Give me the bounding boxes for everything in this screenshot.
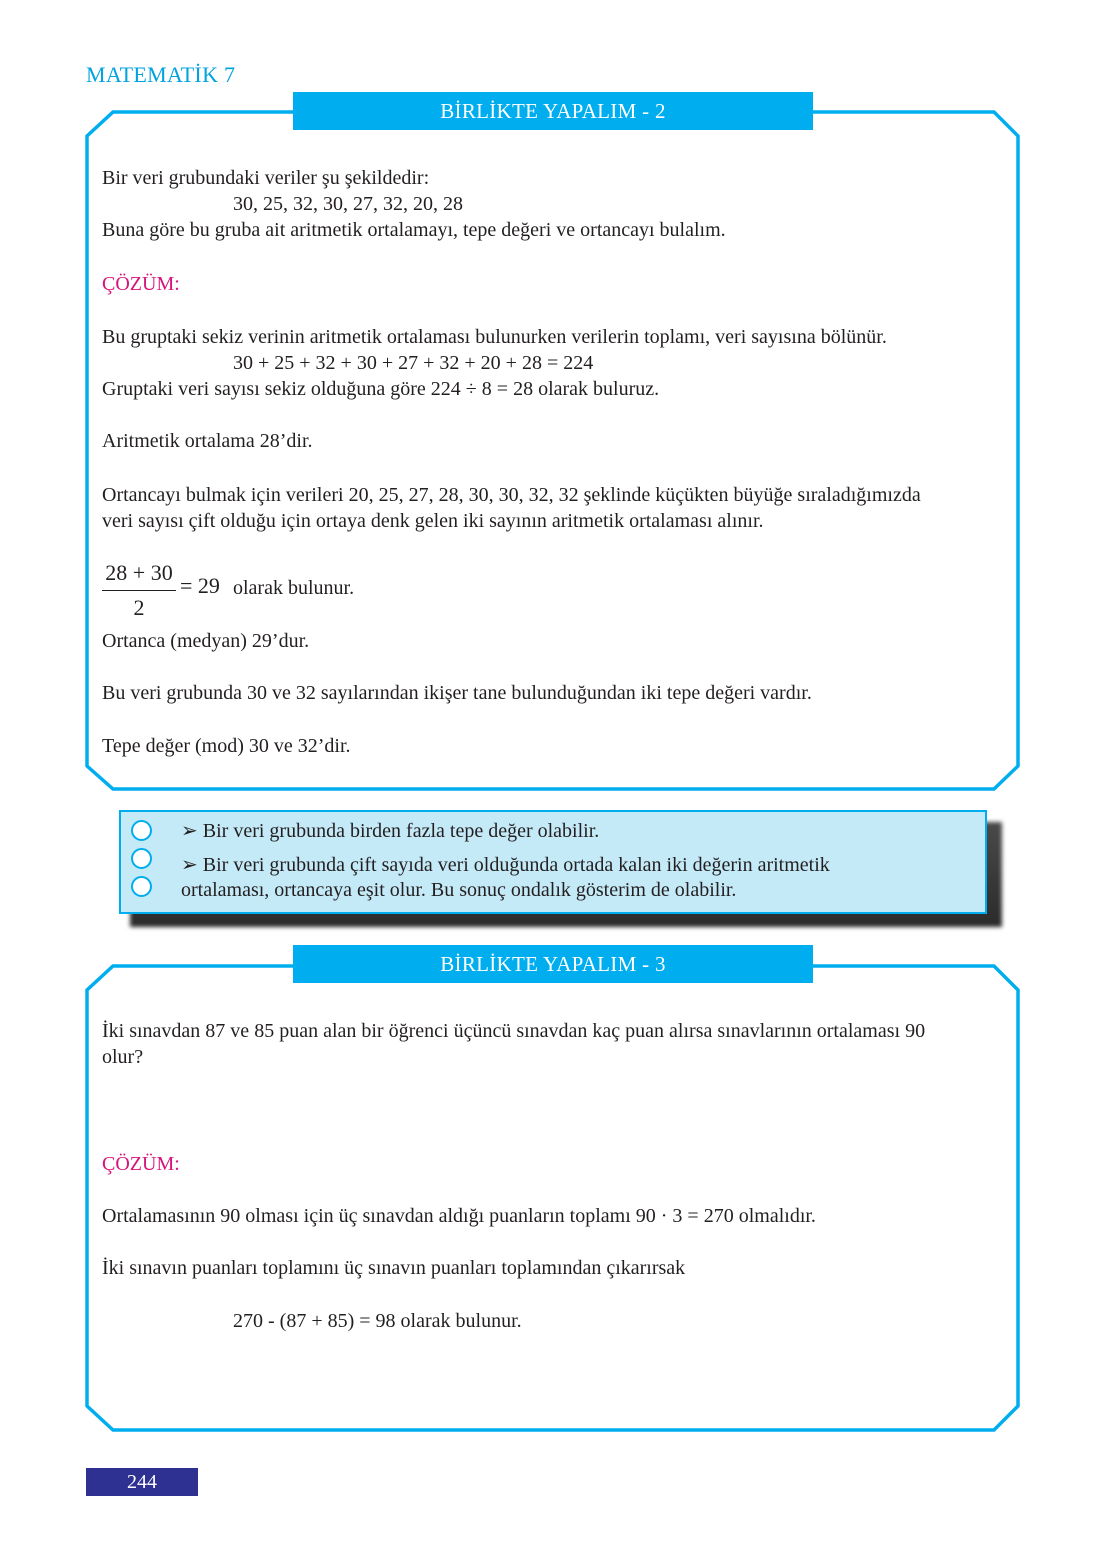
solution-label: ÇÖZÜM: (102, 1153, 180, 1175)
median-fraction (102, 560, 176, 621)
section2-banner: BİRLİKTE YAPALIM - 3 (293, 945, 813, 983)
note-text: Bir veri grubunda çift sayıda veri olduğunda ortada kalan iki değerin aritmetik (202, 854, 830, 876)
paragraph: Bu veri grubunda 30 ve 32 sayılarından ikişer tane bulunduğundan iki tepe değeri vardır. (102, 682, 812, 704)
paragraph: veri sayısı çift olduğu için ortaya denk gelen iki sayının aritmetik ortalaması alınır. (102, 510, 764, 532)
ring-icon (131, 820, 152, 841)
paragraph: Ortancayı bulmak için verileri 20, 25, 27, 28, 30, 30, 32, 32 şeklinde küçükten büyüğe sıraladığımızda (102, 484, 921, 506)
section1-banner: BİRLİKTE YAPALIM - 2 (293, 92, 813, 130)
data-list: 30, 25, 32, 30, 27, 32, 20, 28 (233, 193, 463, 215)
ring-icon (131, 848, 152, 869)
result-equation: 270 - (87 + 85) = 98 olarak bulunur. (233, 1310, 522, 1332)
paragraph: İki sınavın puanları toplamını üç sınavın puanları toplamından çıkarırsak (102, 1257, 686, 1279)
question-text: İki sınavdan 87 ve 85 puan alan bir öğrenci üçüncü sınavdan kaç puan alırsa sınavlarının ortalaması 90 (102, 1020, 926, 1042)
fraction-result: = 29 (180, 573, 220, 598)
fraction-bar (102, 590, 176, 591)
intro-text: Bir veri grubundaki veriler şu şekildedir: (102, 167, 430, 189)
question-text: Buna göre bu gruba ait aritmetik ortalamayı, tepe değeri ve ortancayı bulalım. (102, 219, 726, 241)
arrow-bullet-icon: ➢ (181, 854, 198, 876)
paragraph: Gruptaki veri sayısı sekiz olduğuna göre 224 ÷ 8 = 28 olarak buluruz. (102, 378, 660, 400)
sum-equation: 30 + 25 + 32 + 30 + 27 + 32 + 20 + 28 = 224 (233, 352, 594, 374)
fraction-denominator: 2 (133, 595, 145, 620)
paragraph: Ortanca (medyan) 29’dur. (102, 630, 310, 652)
paragraph: Tepe değer (mod) 30 ve 32’dir. (102, 735, 351, 757)
paragraph: Aritmetik ortalama 28’dir. (102, 430, 313, 452)
arrow-bullet-icon: ➢ (181, 820, 198, 842)
paragraph: Ortalamasının 90 olması için üç sınavdan aldığı puanların toplamı 90 · 3 = 270 olmalıdır. (102, 1205, 816, 1227)
question-text: olur? (102, 1046, 144, 1068)
note-item-2 (181, 852, 830, 878)
fraction-suffix: olarak bulunur. (233, 577, 355, 599)
note-text-continued: ortalaması, ortancaya eşit olur. Bu sonuç ondalık gösterim de olabilir. (181, 879, 737, 901)
note-text: Bir veri grubunda birden fazla tepe değer olabilir. (202, 820, 600, 842)
solution-label: ÇÖZÜM: (102, 273, 180, 295)
paragraph: Bu gruptaki sekiz verinin aritmetik ortalaması bulunurken verilerin toplamı, veri sayısına bölünür. (102, 326, 887, 348)
fraction-numerator: 28 + 30 (105, 560, 173, 585)
page-number: 244 (86, 1468, 198, 1496)
note-item-1 (181, 818, 599, 844)
ring-icon (131, 876, 152, 897)
book-title: MATEMATİK 7 (86, 62, 236, 87)
